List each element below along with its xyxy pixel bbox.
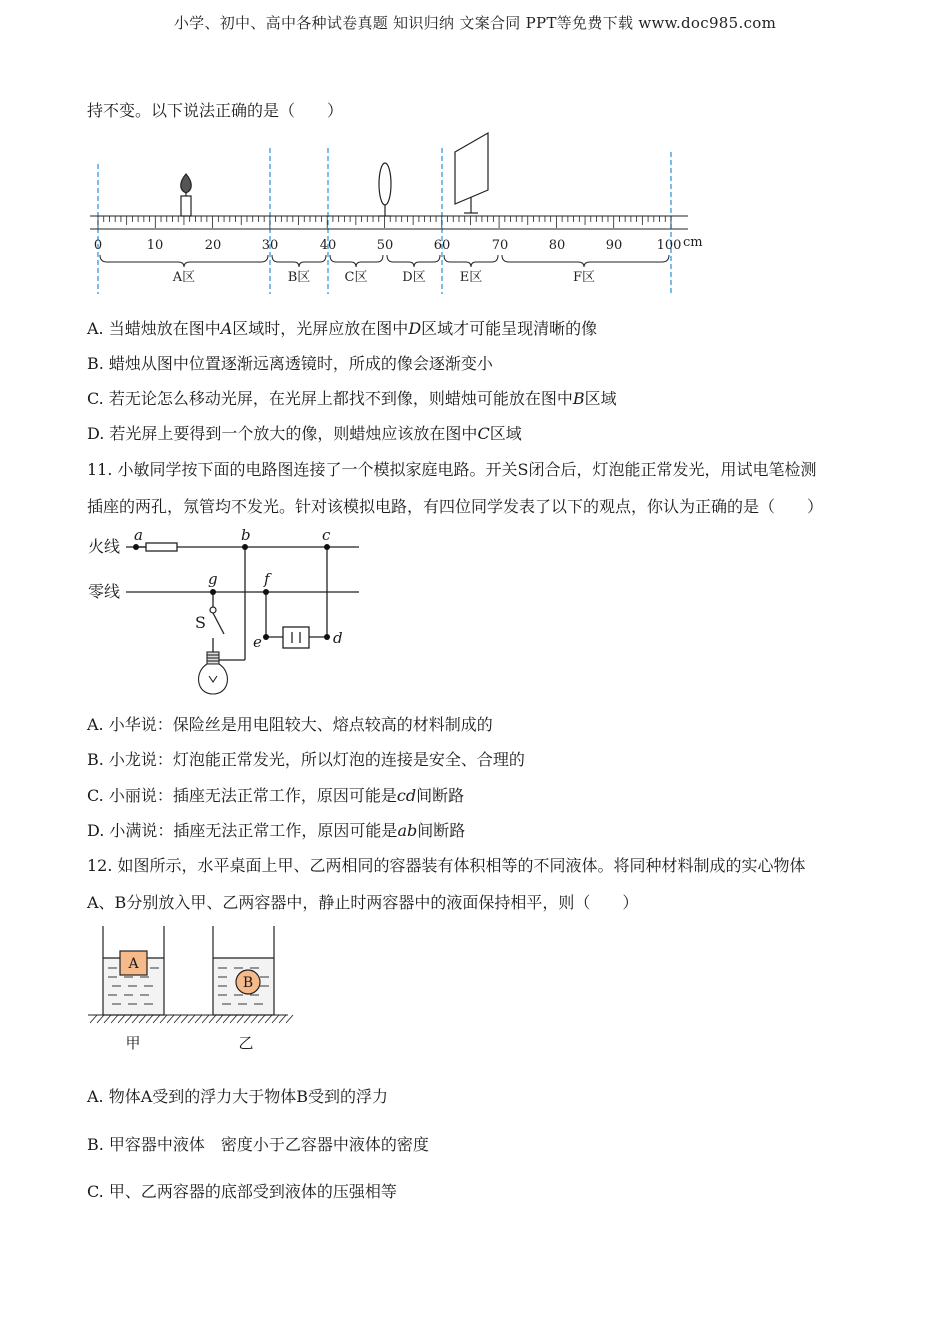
live-wire-label: 火线	[88, 537, 121, 556]
hatch-line	[237, 1015, 244, 1023]
tick-label-90: 90	[605, 238, 623, 253]
zone-labels	[172, 270, 595, 285]
q12-option-b: B. 甲容器中液体 密度小于乙容器中液体的密度	[87, 1135, 429, 1154]
point-d: d	[333, 629, 343, 647]
q12-stem-line1: 12. 如图所示，水平桌面上甲、乙两相同的容器装有体积相等的不同液体。将同种材料制成的实心物体	[87, 856, 806, 875]
point-b: b	[241, 526, 251, 544]
convex-lens	[379, 163, 391, 216]
hatch-line	[272, 1015, 279, 1023]
light-screen	[455, 133, 488, 213]
circuit-diagram	[84, 526, 374, 702]
tick-label-30: 30	[261, 238, 279, 253]
hatch-line	[97, 1015, 104, 1023]
table-surface	[88, 1015, 293, 1023]
hatch-line	[160, 1015, 167, 1023]
ruler-labels	[94, 238, 682, 253]
tick-label-70: 70	[491, 238, 509, 253]
hatch-line	[104, 1015, 111, 1023]
hatch-line	[118, 1015, 125, 1023]
point-f: f	[264, 570, 270, 588]
zone-label-c: C区	[344, 270, 368, 285]
container-label-yi: 乙	[238, 1034, 254, 1052]
object-b-label: B	[242, 975, 254, 991]
q11-option-c: C. 小丽说：插座无法正常工作，原因可能是cd间断路	[87, 786, 465, 805]
q12-option-a: A. 物体A受到的浮力大于物体B受到的浮力	[87, 1087, 389, 1106]
unit-label: cm	[683, 235, 703, 250]
q10-option-d: D. 若光屏上要得到一个放大的像，则蜡烛应该放在图中C区域	[87, 424, 522, 443]
hatch-line	[258, 1015, 265, 1023]
hatch-line	[265, 1015, 272, 1023]
q12-stem-line2: A、B分别放入甲、乙两容器中，静止时两容器中的液面保持相平，则（ ）	[87, 893, 639, 912]
hatch-line	[146, 1015, 153, 1023]
zone-label-e: E区	[459, 270, 483, 285]
q11-stem-line2: 插座的两孔，氖管均不发光。针对该模拟电路，有四位同学发表了以下的观点，你认为正确的是（ ）	[87, 497, 824, 516]
hatch-line	[230, 1015, 237, 1023]
hatch-line	[244, 1015, 251, 1023]
hatch-line	[209, 1015, 216, 1023]
hatch-line	[139, 1015, 146, 1023]
hatch-line	[202, 1015, 209, 1023]
zone-label-f: F区	[572, 270, 596, 285]
point-e: e	[253, 633, 262, 651]
container-label-jia: 甲	[125, 1034, 141, 1052]
ruler	[90, 216, 688, 229]
tick-label-100: 100	[656, 238, 682, 253]
q10-option-c: C. 若无论怎么移动光屏，在光屏上都找不到像，则蜡烛可能放在图中B区域	[87, 389, 617, 408]
page-header: 小学、初中、高中各种试卷真题 知识归纳 文案合同 PPT等免费下载 www.doc985.com	[173, 14, 777, 32]
hatch-line	[251, 1015, 258, 1023]
zone-label-a: A区	[172, 270, 196, 285]
q12-option-c: C. 甲、乙两容器的底部受到液体的压强相等	[87, 1182, 397, 1201]
tick-label-40: 40	[319, 238, 337, 253]
point-a: a	[134, 526, 143, 544]
hatch-line	[132, 1015, 139, 1023]
light-bulb	[199, 652, 228, 694]
zone-braces	[100, 255, 669, 267]
q11-option-a: A. 小华说：保险丝是用电阻较大、熔点较高的材料制成的	[87, 715, 493, 734]
hatch-line	[174, 1015, 181, 1023]
wires	[126, 543, 359, 660]
tick-label-10: 10	[146, 238, 164, 253]
hatch-line	[195, 1015, 202, 1023]
zone-label-d: D区	[402, 270, 426, 285]
ruler-ticks	[98, 216, 671, 228]
hatch-line	[111, 1015, 118, 1023]
hatch-line	[216, 1015, 223, 1023]
q11-option-d: D. 小满说：插座无法正常工作，原因可能是ab间断路	[87, 821, 466, 840]
optical-bench-figure	[80, 128, 720, 300]
hatch-line	[90, 1015, 97, 1023]
hatch-line	[167, 1015, 174, 1023]
hatch-line	[125, 1015, 132, 1023]
hatch-line	[181, 1015, 188, 1023]
q10-option-a: A. 当蜡烛放在图中A区域时，光屏应放在图中D区域才可能呈现清晰的像	[87, 319, 598, 338]
tick-label-50: 50	[376, 238, 394, 253]
tick-label-0: 0	[93, 238, 103, 253]
candle	[181, 174, 192, 216]
hatch-line	[223, 1015, 230, 1023]
point-g: g	[208, 570, 218, 588]
q10-stem-tail: 持不变。以下说法正确的是（ ）	[87, 101, 344, 120]
hatch-line	[286, 1015, 293, 1023]
q11-stem-line1: 11. 小敏同学按下面的电路图连接了一个模拟家庭电路。开关S闭合后，灯泡能正常发光，用试电笔检测	[87, 460, 817, 479]
hatch-line	[153, 1015, 160, 1023]
containers-figure	[84, 922, 294, 1056]
object-a-label: A	[128, 956, 139, 972]
zone-label-b: B区	[287, 270, 311, 285]
point-c: c	[322, 526, 331, 544]
q11-option-b: B. 小龙说：灯泡能正常发光，所以灯泡的连接是安全、合理的	[87, 750, 525, 769]
hatch-line	[279, 1015, 286, 1023]
switch-label: S	[195, 613, 206, 632]
hatch-line	[188, 1015, 195, 1023]
container-yi	[213, 926, 274, 1015]
neutral-wire-label: 零线	[88, 582, 121, 601]
tick-label-60: 60	[433, 238, 451, 253]
q10-option-b: B. 蜡烛从图中位置逐渐远离透镜时，所成的像会逐渐变小	[87, 354, 493, 373]
switch-pivot	[210, 607, 216, 613]
tick-label-20: 20	[204, 238, 222, 253]
tick-label-80: 80	[548, 238, 566, 253]
